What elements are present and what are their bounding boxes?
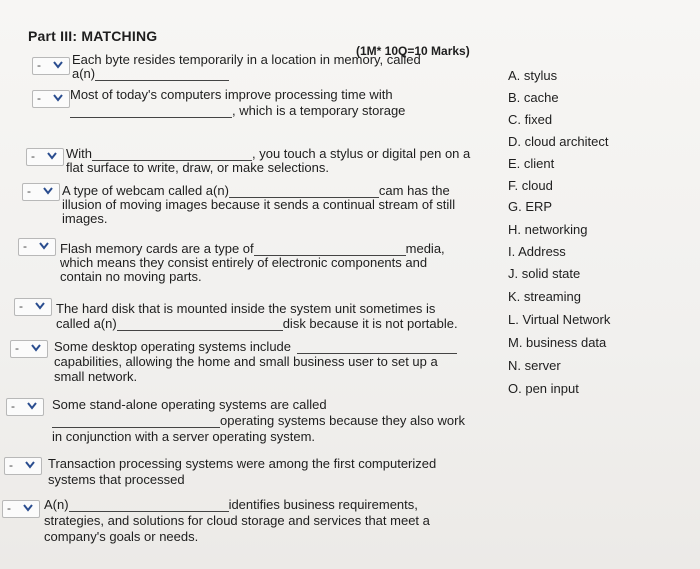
chevron-down-icon	[47, 152, 57, 160]
question-text: Flash memory cards are a type of	[60, 241, 254, 256]
option-item: N. server	[508, 358, 561, 373]
answer-dropdown-2[interactable]	[32, 90, 70, 108]
option-item: J. solid state	[508, 266, 581, 281]
question-6	[14, 298, 494, 332]
dropdown-placeholder: -	[37, 91, 41, 105]
option-item: L. Virtual Network	[508, 312, 611, 327]
question-text: which means they consist entirely of electronic components and	[60, 255, 428, 270]
question-4	[22, 183, 502, 231]
answer-blank	[117, 318, 283, 331]
question-text: , you touch a stylus or digital pen on a	[252, 146, 471, 161]
question-text: cam has the	[378, 183, 450, 198]
chevron-down-icon	[53, 61, 63, 69]
option-item: O. pen input	[508, 381, 579, 396]
question-text: , which is a temporary storage	[232, 103, 406, 118]
answer-dropdown-10[interactable]	[2, 500, 40, 518]
chevron-down-icon	[31, 344, 41, 352]
dropdown-placeholder: -	[15, 341, 19, 355]
question-text: operating systems because they also work	[220, 413, 465, 428]
question-text: Most of today's computers improve processing time with	[70, 87, 393, 102]
option-item: B. cache	[508, 90, 559, 105]
question-text: illusion of moving images because it sends a continual stream of still	[62, 197, 456, 212]
answer-dropdown-6[interactable]	[14, 298, 52, 316]
chevron-down-icon	[43, 187, 53, 195]
question-2	[32, 87, 462, 124]
question-text: Some desktop operating systems include	[54, 339, 292, 354]
option-item: D. cloud architect	[508, 134, 609, 149]
dropdown-placeholder: -	[27, 184, 31, 198]
question-text: A type of webcam called a(n)	[62, 183, 229, 198]
option-item: I. Address	[508, 244, 566, 259]
chevron-down-icon	[39, 242, 49, 250]
dropdown-placeholder: -	[31, 149, 35, 163]
question-text: called a(n)	[56, 316, 117, 331]
option-item: E. client	[508, 156, 555, 171]
question-text: flat surface to write, draw, or make selections.	[66, 160, 329, 175]
chevron-down-icon	[53, 94, 63, 102]
question-text: in conjunction with a server operating system.	[52, 429, 316, 444]
question-3	[26, 148, 496, 182]
dropdown-placeholder: -	[11, 399, 15, 413]
question-text: a(n)	[72, 66, 96, 81]
dropdown-placeholder: -	[9, 458, 13, 472]
answer-dropdown-3[interactable]	[26, 148, 64, 166]
chevron-down-icon	[35, 302, 45, 310]
question-text: disk because it is not portable.	[282, 316, 458, 331]
answer-blank	[70, 105, 232, 118]
answer-dropdown-1[interactable]	[32, 57, 70, 75]
question-text: The hard disk that is mounted inside the system unit sometimes is	[56, 301, 436, 316]
answer-blank	[52, 415, 220, 428]
section-title: Part III: MATCHING	[28, 28, 158, 44]
question-text: A(n)	[44, 497, 69, 512]
option-item: K. streaming	[508, 289, 581, 304]
question-text: With	[66, 146, 92, 161]
question-1	[32, 52, 462, 91]
option-item: M. business data	[508, 335, 607, 350]
option-item: G. ERP	[508, 199, 553, 214]
question-text: images.	[62, 211, 108, 226]
question-5	[18, 238, 498, 286]
option-item: C. fixed	[508, 112, 553, 127]
answer-dropdown-4[interactable]	[22, 183, 60, 201]
question-7	[10, 340, 490, 388]
question-text: Each byte resides temporarily in a location in memory, called	[72, 52, 421, 67]
chevron-down-icon	[23, 504, 33, 512]
dropdown-placeholder: -	[19, 299, 23, 313]
question-text: Transaction processing systems were among the first computerized	[48, 456, 437, 471]
question-8	[6, 398, 496, 446]
answer-blank	[95, 68, 229, 81]
question-text: identifies business requirements,	[228, 497, 418, 512]
dropdown-placeholder: -	[7, 501, 11, 515]
answer-dropdown-5[interactable]	[18, 238, 56, 256]
question-text: systems that processed	[48, 472, 185, 487]
option-item: F. cloud	[508, 178, 553, 193]
dropdown-placeholder: -	[37, 58, 41, 72]
question-text: contain no moving parts.	[60, 269, 202, 284]
question-text: Some stand-alone operating systems are called	[52, 397, 327, 412]
answer-dropdown-8[interactable]	[6, 398, 44, 416]
question-10	[2, 497, 492, 548]
question-9	[4, 457, 494, 491]
question-text: strategies, and solutions for cloud storage and services that meet a	[44, 513, 430, 528]
dropdown-placeholder: -	[23, 239, 27, 253]
marks-label: (1M* 10Q=10 Marks)	[356, 44, 470, 58]
question-text: media,	[405, 241, 445, 256]
chevron-down-icon	[25, 461, 35, 469]
chevron-down-icon	[27, 402, 37, 410]
answer-blank	[69, 499, 229, 512]
option-item: A. stylus	[508, 68, 558, 83]
answer-dropdown-7[interactable]	[10, 340, 48, 358]
question-text: capabilities, allowing the home and small business user to set up a	[54, 354, 438, 369]
answer-dropdown-9[interactable]	[4, 457, 42, 475]
option-item: H. networking	[508, 222, 588, 237]
answer-blank	[297, 341, 457, 354]
question-text: small network.	[54, 369, 138, 384]
question-text: company's goals or needs.	[44, 529, 199, 544]
